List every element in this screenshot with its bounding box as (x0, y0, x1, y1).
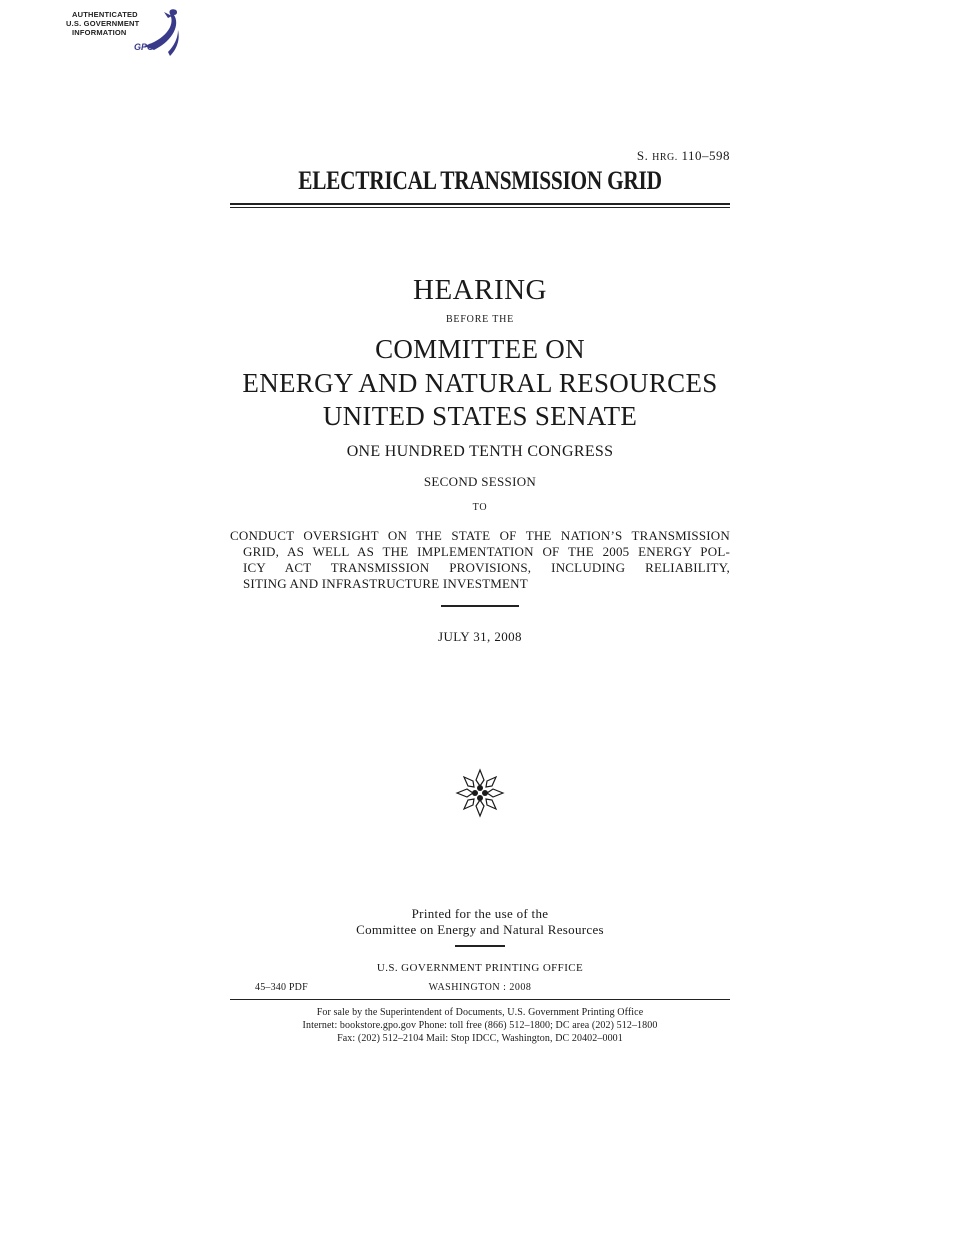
purpose-line-4: SITING AND INFRASTRUCTURE INVESTMENT (243, 576, 528, 591)
purpose-line-3: ICY ACT TRANSMISSION PROVISIONS, INCLUDING RELIABILITY, (243, 560, 730, 575)
document-title: ELECTRICAL TRANSMISSION GRID (298, 166, 662, 195)
logo-gpo-mark: GPO (134, 42, 155, 52)
sale-information (0, 1006, 960, 1045)
hearing-date: JULY 31, 2008 (438, 629, 522, 644)
hearing-heading: HEARING (413, 274, 547, 306)
gpo-authentication-logo (62, 6, 192, 60)
pdf-identifier: 45–340 PDF (255, 982, 308, 993)
footer-rule (230, 999, 730, 1000)
before-the-label: BEFORE THE (445, 314, 515, 325)
title-rule-thick (230, 203, 730, 205)
committee-on-heading: COMMITTEE ON (375, 334, 585, 364)
printing-divider (455, 945, 505, 947)
logo-line-authenticated: AUTHENTICATED (72, 10, 138, 19)
congress-label: ONE HUNDRED TENTH CONGRESS (346, 443, 614, 460)
section-divider (441, 605, 519, 607)
sale-info-line-3: Fax: (202) 512–2104 Mail: Stop IDCC, Washington, DC 20402–0001 (337, 1033, 623, 1044)
session-label: SECOND SESSION (423, 474, 537, 489)
hearing-number-value: 110–598 (677, 148, 730, 163)
hearing-number-prefix: S. (636, 148, 653, 163)
senate-name: UNITED STATES SENATE (322, 401, 638, 431)
hearing-number-hrg: HRG. (652, 152, 678, 163)
sale-info-line-2: Internet: bookstore.gpo.gov Phone: toll free (866) 512–1800; DC area (202) 512–1800 (302, 1020, 658, 1031)
printed-for-line-2: Committee on Energy and Natural Resources (356, 922, 604, 937)
logo-line-government: U.S. GOVERNMENT (66, 19, 140, 28)
logo-line-information: INFORMATION (72, 28, 127, 37)
hearing-purpose (230, 528, 730, 592)
printed-for-line-1: Printed for the use of the (411, 906, 549, 921)
purpose-line-1: CONDUCT OVERSIGHT ON THE STATE OF THE NATION’S TRANSMISSION (230, 528, 730, 543)
to-label: TO (472, 502, 488, 513)
purpose-line-2: GRID, AS WELL AS THE IMPLEMENTATION OF THE 2005 ENERGY POL- (243, 544, 730, 559)
printed-for-note (0, 906, 960, 938)
printing-office: U.S. GOVERNMENT PRINTING OFFICE (376, 962, 584, 974)
sale-info-line-1: For sale by the Superintendent of Documents, U.S. Government Printing Office (316, 1007, 644, 1018)
hearing-number (560, 148, 730, 164)
committee-name: ENERGY AND NATURAL RESOURCES (242, 368, 718, 398)
decorative-ornament-icon (453, 766, 507, 820)
print-location-year: WASHINGTON : 2008 (428, 982, 532, 993)
title-rule-thin (230, 207, 730, 208)
